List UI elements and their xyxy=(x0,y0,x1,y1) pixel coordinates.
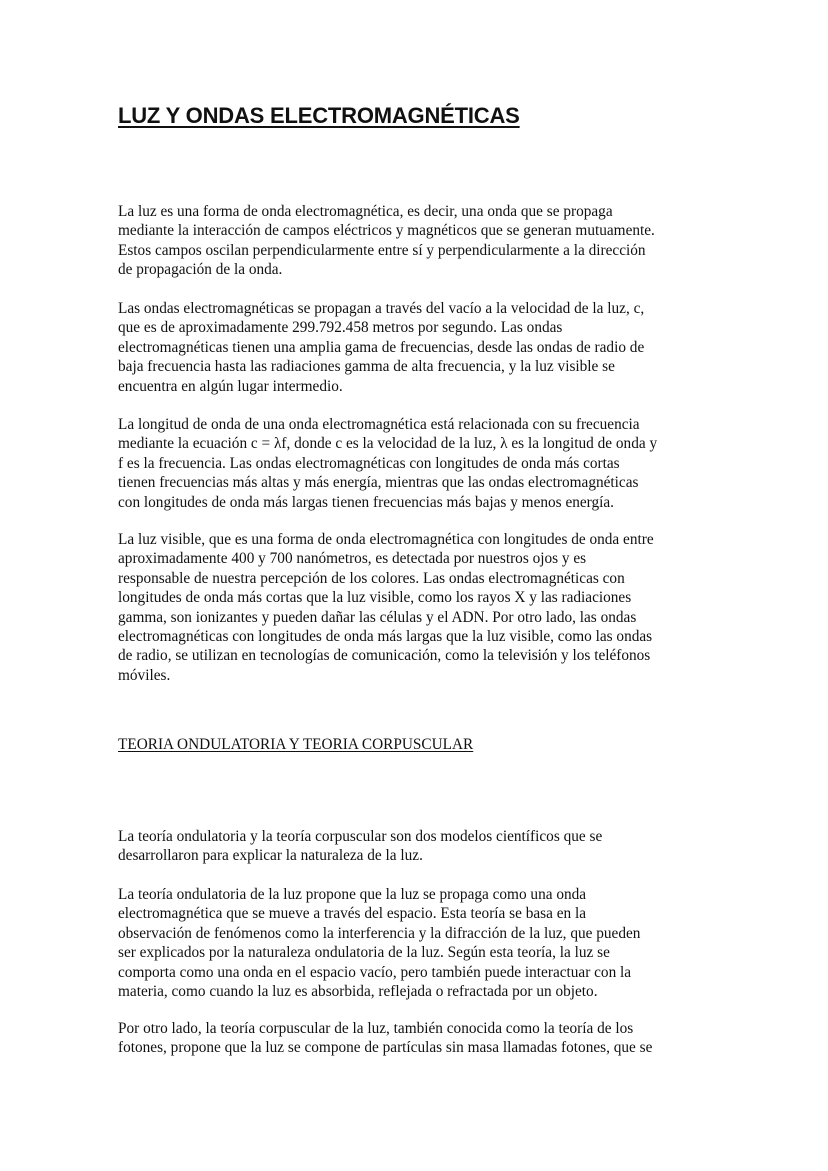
text-line: responsable de nuestra percepción de los colores. Las ondas electromagnéticas con xyxy=(118,569,625,587)
text-line: mediante la interacción de campos eléctricos y magnéticos que se generan mutuamente. xyxy=(118,222,655,240)
text-line: móviles. xyxy=(118,666,171,684)
text-line: mediante la ecuación c = λf, donde c es la velocidad de la luz, λ es la longitud de onda y xyxy=(118,435,658,453)
paragraph-dos-modelos xyxy=(118,827,718,866)
document-title: LUZ Y ONDAS ELECTROMAGNÉTICAS xyxy=(118,103,520,128)
text-line: electromagnéticas con longitudes de onda más largas que la luz visible, como las ondas xyxy=(118,628,653,646)
text-line: que es de aproximadamente 299.792.458 metros por segundo. Las ondas xyxy=(118,319,563,337)
text-line: aproximadamente 400 y 700 nanómetros, es detectada por nuestros ojos y es xyxy=(118,550,587,568)
text-line: con longitudes de onda más largas tienen frecuencias más bajas y menos energía. xyxy=(118,493,614,511)
text-line: gamma, son ionizantes y pueden dañar las células y el ADN. Por otro lado, las ondas xyxy=(118,608,637,626)
text-line: La teoría ondulatoria de la luz propone que la luz se propaga como una onda xyxy=(118,886,587,903)
text-line: ser explicados por la naturaleza ondulatoria de la luz. Según esta teoría, la luz se xyxy=(118,944,610,962)
text-line: f es la frecuencia. Las ondas electromagnéticas con longitudes de onda más cortas xyxy=(118,454,620,472)
paragraph-luz-definicion xyxy=(118,202,718,280)
text-line: longitudes de onda más cortas que la luz visible, como los rayos X y las radiaciones xyxy=(118,589,632,607)
text-line: Estos campos oscilan perpendicularmente entre sí y perpendicularmente a la dirección xyxy=(118,241,646,259)
paragraph-teoria-corpuscular xyxy=(118,1019,718,1058)
text-line: La longitud de onda de una onda electromagnética está relacionada con su frecuencia xyxy=(118,416,640,433)
text-line: electromagnéticas tienen una amplia gama de frecuencias, desde las ondas de radio de xyxy=(118,338,645,356)
text-line: materia, como cuando la luz es absorbida, reflejada o refractada por un objeto. xyxy=(118,983,598,1001)
paragraph-teoria-ondulatoria xyxy=(118,885,718,1001)
text-line: baja frecuencia hasta las radiaciones gamma de alta frecuencia, y la luz visible se xyxy=(118,358,615,376)
paragraph-velocidad-luz xyxy=(118,299,718,396)
section-subtitle: TEORIA ONDULATORIA Y TEORIA CORPUSCULAR xyxy=(118,736,474,753)
text-line: La luz visible, que es una forma de onda electromagnética con longitudes de onda entre xyxy=(118,531,654,548)
text-line: Por otro lado, la teoría corpuscular de la luz, también conocida como la teoría de los xyxy=(118,1020,634,1037)
text-line: de radio, se utilizan en tecnologías de comunicación, como la televisión y los teléfonos xyxy=(118,647,651,665)
text-line: de propagación de la onda. xyxy=(118,261,283,279)
paragraph-longitud-onda xyxy=(118,415,718,512)
text-line: observación de fenómenos como la interferencia y la difracción de la luz, que pueden xyxy=(118,924,641,942)
text-line: Las ondas electromagnéticas se propagan a través del vacío a la velocidad de la luz, c, xyxy=(118,300,645,317)
text-line: fotones, propone que la luz se compone de partículas sin masa llamadas fotones, que se xyxy=(118,1039,653,1057)
text-line: encuentra en algún lugar intermedio. xyxy=(118,377,343,395)
text-line: La teoría ondulatoria y la teoría corpuscular son dos modelos científicos que se xyxy=(118,828,603,845)
text-line: tienen frecuencias más altas y más energía, mientras que las ondas electromagnéticas xyxy=(118,474,639,492)
paragraph-luz-visible xyxy=(118,530,718,685)
text-line: desarrollaron para explicar la naturaleza de la luz. xyxy=(118,847,423,865)
text-line: electromagnética que se mueve a través del espacio. Esta teoría se basa en la xyxy=(118,905,587,923)
text-line: comporta como una onda en el espacio vacío, pero también puede interactuar con la xyxy=(118,963,632,981)
text-line: La luz es una forma de onda electromagnética, es decir, una onda que se propaga xyxy=(118,203,613,220)
